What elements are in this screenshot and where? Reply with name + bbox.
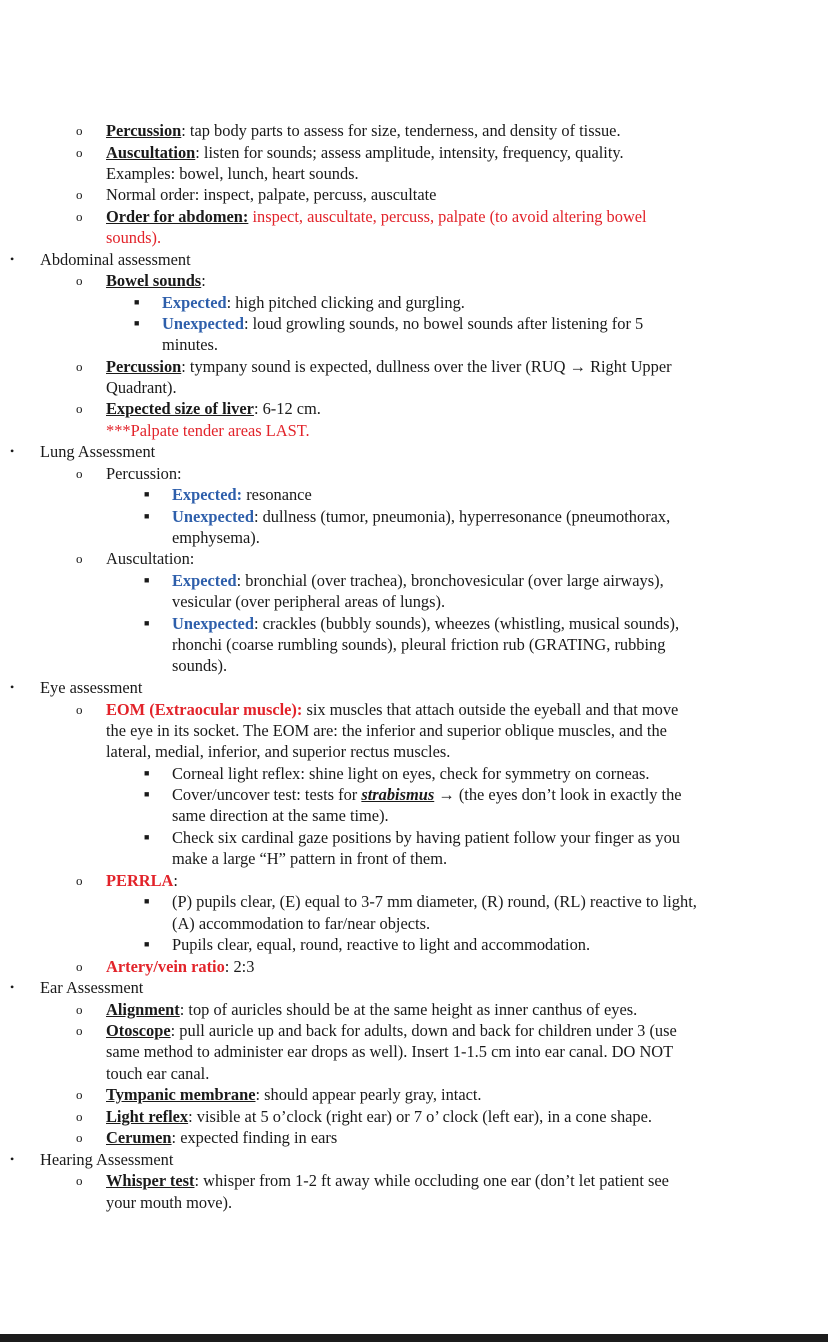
square-bullet-icon: ■ <box>134 318 140 328</box>
body-text: : crackles (bubbly sounds), wheezes (whistling, musical sounds), <box>253 614 680 633</box>
circle-bullet-icon: o <box>76 145 83 160</box>
body-text: make a large “H” pattern in front of them. <box>172 849 448 868</box>
line-text <box>106 270 206 291</box>
body-text: Abdominal assessment <box>40 250 191 269</box>
bullet-icon: • <box>10 980 15 994</box>
line-text <box>162 292 465 313</box>
body-text: : <box>173 871 178 890</box>
emphasis-text: Expected <box>162 293 227 312</box>
body-text: : whisper from 1-2 ft away while occluding one ear (don’t let patient see <box>194 1171 669 1190</box>
emphasis-text: Unexpected <box>172 614 254 633</box>
emphasis-text: EOM (Extraocular muscle): <box>106 700 303 719</box>
line-text <box>106 956 254 977</box>
line-text <box>106 999 637 1020</box>
body-text: (P) pupils clear, (E) equal to 3-7 mm diameter, (R) round, (RL) reactive to light, <box>172 892 697 911</box>
body-text: : listen for sounds; assess amplitude, intensity, frequency, quality. <box>195 143 624 162</box>
line-text <box>106 398 321 419</box>
body-text: : should appear pearly gray, intact. <box>255 1085 482 1104</box>
line-text <box>106 142 624 163</box>
body-text: touch ear canal. <box>106 1064 210 1083</box>
line-text <box>162 313 643 334</box>
line-text <box>106 1106 652 1127</box>
square-bullet-icon: ■ <box>144 896 150 906</box>
body-text: Percussion: <box>106 464 182 483</box>
emphasis-text: Tympanic membrane <box>106 1085 256 1104</box>
body-text: the eye in its socket. The EOM are: the inferior and superior oblique muscles, and the <box>106 721 667 740</box>
line-text <box>106 120 621 141</box>
emphasis-text: Order for abdomen: <box>106 207 249 226</box>
line-text <box>106 1020 677 1041</box>
circle-bullet-icon: o <box>76 1130 83 1145</box>
line-text <box>106 356 672 377</box>
body-text: rhonchi (coarse rumbling sounds), pleural friction rub (GRATING, rubbing <box>172 635 666 654</box>
circle-bullet-icon: o <box>76 1173 83 1188</box>
line-text <box>172 913 430 934</box>
circle-bullet-icon: o <box>76 401 83 416</box>
line-text <box>106 163 359 184</box>
line-text <box>172 591 445 612</box>
body-text: Check six cardinal gaze positions by having patient follow your finger as you <box>172 828 680 847</box>
line-text <box>172 570 664 591</box>
circle-bullet-icon: o <box>76 466 83 481</box>
square-bullet-icon: ■ <box>144 939 150 949</box>
body-text: Hearing Assessment <box>40 1150 174 1169</box>
body-text: → (the eyes don’t look in exactly the <box>434 785 682 804</box>
body-text: lateral, medial, inferior, and superior rectus muscles. <box>106 742 451 761</box>
bullet-icon: • <box>10 1152 15 1166</box>
line-text <box>106 720 667 741</box>
emphasis-text: Expected size of liver <box>106 399 254 418</box>
bullet-icon: • <box>10 444 15 458</box>
square-bullet-icon: ■ <box>144 789 150 799</box>
emphasis-text: Percussion <box>106 121 182 140</box>
line-text <box>172 613 679 634</box>
body-text: Examples: bowel, lunch, heart sounds. <box>106 164 359 183</box>
circle-bullet-icon: o <box>76 702 83 717</box>
body-text: : tympany sound is expected, dullness over the liver (RUQ → Right Upper <box>181 357 672 376</box>
line-text <box>106 1063 209 1084</box>
body-text: Quadrant). <box>106 378 177 397</box>
square-bullet-icon: ■ <box>144 489 150 499</box>
line-text <box>106 741 450 762</box>
line-text <box>106 377 177 398</box>
line-text <box>106 1127 337 1148</box>
emphasis-text: Unexpected <box>172 507 254 526</box>
emphasis-text: sounds). <box>106 228 162 247</box>
line-text <box>40 677 142 698</box>
circle-bullet-icon: o <box>76 359 83 374</box>
emphasis-text: Otoscope <box>106 1021 171 1040</box>
bullet-icon: • <box>10 680 15 694</box>
square-bullet-icon: ■ <box>144 832 150 842</box>
circle-bullet-icon: o <box>76 209 83 224</box>
body-text: Eye assessment <box>40 678 143 697</box>
body-text: (A) accommodation to far/near objects. <box>172 914 431 933</box>
body-text: same direction at the same time). <box>172 806 389 825</box>
body-text: : 2:3 <box>224 957 255 976</box>
square-bullet-icon: ■ <box>144 768 150 778</box>
body-text: : loud growling sounds, no bowel sounds after listening for 5 <box>243 314 644 333</box>
circle-bullet-icon: o <box>76 187 83 202</box>
line-text <box>172 934 590 955</box>
line-text <box>40 977 143 998</box>
body-text: : top of auricles should be at the same height as inner canthus of eyes. <box>179 1000 638 1019</box>
body-text: Corneal light reflex: shine light on eyes, check for symmetry on corneas. <box>172 764 650 783</box>
square-bullet-icon: ■ <box>144 575 150 585</box>
square-bullet-icon: ■ <box>134 297 140 307</box>
emphasis-text: Bowel sounds <box>106 271 202 290</box>
line-text <box>172 484 312 505</box>
circle-bullet-icon: o <box>76 1109 83 1124</box>
line-text <box>172 655 227 676</box>
line-text <box>106 184 436 205</box>
circle-bullet-icon: o <box>76 273 83 288</box>
line-text <box>106 870 178 891</box>
emphasis-text: PERRLA <box>106 871 174 890</box>
emphasis-text: Cerumen <box>106 1128 172 1147</box>
emphasis-text: Auscultation <box>106 143 196 162</box>
emphasis-text: Expected <box>172 571 237 590</box>
body-text: : visible at 5 o’clock (right ear) or 7 o’ clock (left ear), in a cone shape. <box>188 1107 652 1126</box>
body-text: : 6-12 cm. <box>253 399 321 418</box>
line-text <box>106 699 678 720</box>
body-text: Cover/uncover test: tests for <box>172 785 362 804</box>
body-text: Lung Assessment <box>40 442 156 461</box>
line-text <box>106 463 182 484</box>
body-text: : expected finding in ears <box>171 1128 338 1147</box>
emphasis-text: inspect, auscultate, percuss, palpate (to avoid altering bowel <box>248 207 647 226</box>
body-text: vesicular (over peripheral areas of lungs). <box>172 592 446 611</box>
line-text <box>172 634 665 655</box>
body-text: : <box>201 271 206 290</box>
square-bullet-icon: ■ <box>144 618 150 628</box>
line-text <box>106 420 310 441</box>
emphasis-text: Expected: <box>172 485 243 504</box>
line-text <box>106 1170 669 1191</box>
line-text <box>172 763 649 784</box>
line-text <box>172 805 389 826</box>
line-text <box>106 1084 482 1105</box>
body-text: your mouth move). <box>106 1193 233 1212</box>
body-text: : dullness (tumor, pneumonia), hyperresonance (pneumothorax, <box>253 507 671 526</box>
line-text <box>106 1041 673 1062</box>
line-text <box>106 548 194 569</box>
body-text: same method to administer ear drops as well). Insert 1-1.5 cm into ear canal. DO NOT <box>106 1042 674 1061</box>
circle-bullet-icon: o <box>76 551 83 566</box>
line-text <box>106 206 647 227</box>
emphasis-text: Percussion <box>106 357 182 376</box>
body-text: six muscles that attach outside the eyeball and that move <box>302 700 679 719</box>
line-text <box>162 334 218 355</box>
circle-bullet-icon: o <box>76 1087 83 1102</box>
emphasis-text: Alignment <box>106 1000 180 1019</box>
line-text <box>172 827 680 848</box>
emphasis-text: Whisper test <box>106 1171 195 1190</box>
body-text: minutes. <box>162 335 218 354</box>
square-bullet-icon: ■ <box>144 511 150 521</box>
body-text: sounds). <box>172 656 228 675</box>
body-text: : bronchial (over trachea), bronchovesicular (over large airways), <box>236 571 664 590</box>
circle-bullet-icon: o <box>76 873 83 888</box>
line-text <box>172 527 260 548</box>
line-text <box>40 249 191 270</box>
body-text: : high pitched clicking and gurgling. <box>226 293 465 312</box>
body-text: : tap body parts to assess for size, tenderness, and density of tissue. <box>181 121 621 140</box>
line-text <box>172 506 670 527</box>
line-text <box>172 891 697 912</box>
bottom-edge-bar <box>0 1334 828 1342</box>
body-text: : pull auricle up and back for adults, down and back for children under 3 (use <box>170 1021 677 1040</box>
emphasis-text: ***Palpate tender areas LAST. <box>106 421 310 440</box>
line-text <box>106 1192 232 1213</box>
circle-bullet-icon: o <box>76 123 83 138</box>
line-text <box>172 784 682 805</box>
body-text: Normal order: inspect, palpate, percuss, auscultate <box>106 185 437 204</box>
body-text: Ear Assessment <box>40 978 144 997</box>
line-text <box>106 227 161 248</box>
emphasis-text: Artery/vein ratio <box>106 957 225 976</box>
circle-bullet-icon: o <box>76 959 83 974</box>
line-text <box>172 848 447 869</box>
emphasis-text: Unexpected <box>162 314 244 333</box>
line-text <box>40 1149 173 1170</box>
body-text: resonance <box>242 485 312 504</box>
circle-bullet-icon: o <box>76 1002 83 1017</box>
body-text: Pupils clear, equal, round, reactive to light and accommodation. <box>172 935 591 954</box>
body-text: emphysema). <box>172 528 260 547</box>
bullet-icon: • <box>10 252 15 266</box>
emphasis-text: strabismus <box>361 785 435 804</box>
line-text <box>40 441 155 462</box>
emphasis-text: Light reflex <box>106 1107 189 1126</box>
body-text: Auscultation: <box>106 549 195 568</box>
circle-bullet-icon: o <box>76 1023 83 1038</box>
